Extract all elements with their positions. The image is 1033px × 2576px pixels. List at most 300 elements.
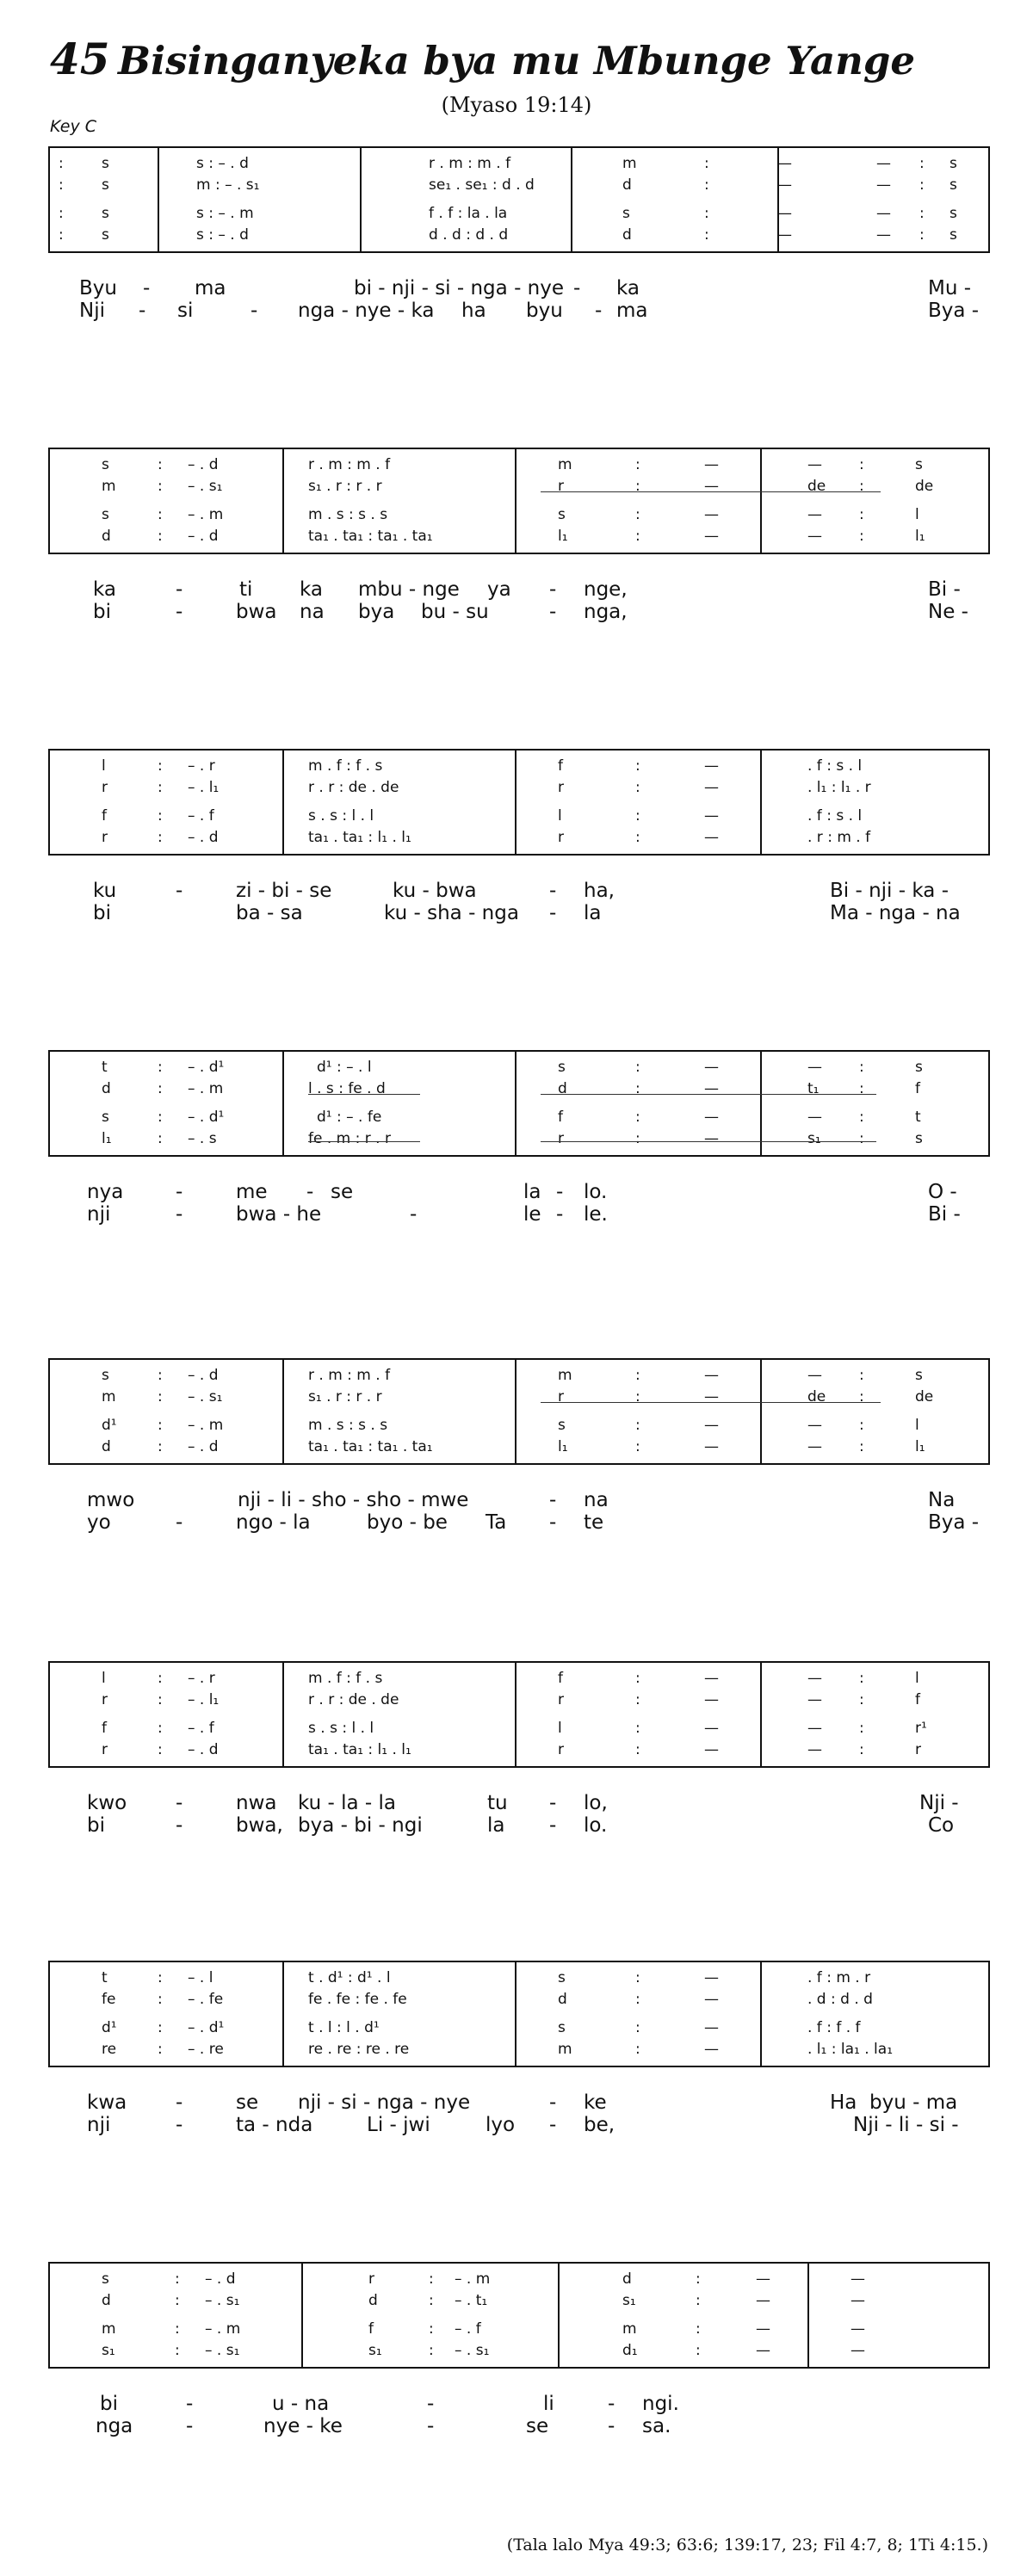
solfa-note: :: [59, 226, 64, 244]
solfa-note: – . s₁: [205, 2292, 240, 2309]
solfa-note: :: [704, 176, 709, 194]
solfa-note: :: [859, 1080, 864, 1097]
solfa-note: r: [102, 779, 108, 796]
lyric-syllable: bi: [87, 1814, 105, 1837]
solfa-note: —: [777, 155, 792, 172]
solfa-note: t . d¹ : d¹ . l: [308, 1969, 391, 1986]
lyric-syllable: ta - nda: [236, 2114, 313, 2136]
lyric-syllable: se: [331, 1181, 354, 1203]
solfa-note: :: [635, 1720, 640, 1737]
solfa-note: :: [158, 2019, 163, 2036]
solfa-note: . l₁ : la₁ . la₁: [807, 2041, 894, 2058]
slur-line: [541, 1141, 876, 1142]
solfa-note: . f : m . r: [807, 1969, 871, 1986]
lyric-syllable: ngo - la: [236, 1511, 311, 1534]
solfa-note: . f : f . f: [807, 2019, 861, 2036]
lyric-syllable: ma: [616, 300, 648, 322]
lyric-syllable: mbu - nge: [358, 578, 460, 601]
solfa-note: —: [807, 1670, 822, 1687]
lyric-syllable: -: [549, 880, 557, 902]
lyric-syllable: nga - nye - ka: [298, 300, 435, 322]
solfa-note: :: [175, 2342, 180, 2359]
solfa-note: —: [704, 829, 719, 846]
solfa-note: :: [696, 2292, 701, 2309]
solfa-note: :: [859, 506, 864, 523]
lyric-syllable: ti: [239, 578, 253, 601]
solfa-note: —: [704, 1741, 719, 1758]
solfa-note: – . d¹: [188, 2019, 225, 2036]
solfa-note: —: [704, 1670, 719, 1687]
solfa-note: re . re : re . re: [308, 2041, 410, 2058]
lyric-syllable: yo: [87, 1511, 111, 1534]
solfa-note: s: [102, 155, 109, 172]
solfa-note: :: [158, 757, 163, 775]
solfa-note: :: [859, 1059, 864, 1076]
lyric-syllable: nji: [87, 2114, 111, 2136]
barline: [515, 751, 516, 854]
solfa-note: —: [756, 2270, 770, 2288]
lyric-syllable: Bya -: [928, 1511, 980, 1534]
solfa-note: :: [635, 1991, 640, 2008]
barline: [515, 1360, 516, 1463]
slur-line: [541, 491, 881, 492]
lyric-syllable: Na: [928, 1489, 956, 1511]
solfa-note: :: [859, 1417, 864, 1434]
solfa-note: s: [915, 1367, 923, 1384]
solfa-note: – . d: [188, 528, 219, 545]
solfa-box: [48, 448, 990, 554]
solfa-note: :: [635, 528, 640, 545]
lyric-syllable: byo - be: [367, 1511, 448, 1534]
lyric-syllable: Nji - li - si -: [853, 2114, 959, 2136]
solfa-note: s: [102, 1367, 109, 1384]
solfa-note: :: [859, 528, 864, 545]
solfa-note: :: [158, 456, 163, 473]
solfa-note: :: [635, 2041, 640, 2058]
solfa-note: d: [102, 528, 111, 545]
solfa-note: :: [158, 807, 163, 825]
solfa-note: :: [175, 2270, 180, 2288]
solfa-note: – . d: [188, 829, 219, 846]
solfa-note: :: [158, 829, 163, 846]
lyric-syllable: sa.: [642, 2415, 671, 2437]
solfa-note: s: [558, 506, 566, 523]
solfa-note: l: [558, 807, 562, 825]
solfa-note: :: [158, 1691, 163, 1708]
solfa-note: f: [558, 1670, 563, 1687]
solfa-note: – . l: [188, 1969, 213, 1986]
lyric-syllable: Ta: [486, 1511, 507, 1534]
lyric-syllable: lo,: [584, 1792, 608, 1814]
lyric-syllable: me: [236, 1181, 268, 1203]
solfa-note: :: [158, 1080, 163, 1097]
solfa-note: :: [859, 478, 864, 495]
lyric-syllable: nwa: [236, 1792, 277, 1814]
solfa-note: —: [756, 2320, 770, 2338]
solfa-note: . d : d . d: [807, 1991, 873, 2008]
lyric-syllable: nji - li - sho - sho - mwe: [238, 1489, 469, 1511]
solfa-note: d¹ : – . l: [317, 1059, 372, 1076]
solfa-note: – . l₁: [188, 1691, 220, 1708]
solfa-note: s: [949, 155, 957, 172]
solfa-note: :: [859, 1367, 864, 1384]
solfa-note: l . s : fe . d: [308, 1080, 386, 1097]
lyric-syllable: ke: [584, 2091, 607, 2114]
solfa-note: :: [158, 1991, 163, 2008]
lyric-syllable: nji: [87, 1203, 111, 1226]
lyric-syllable: nji - si - nga - nye: [298, 2091, 471, 2114]
solfa-note: s₁: [807, 1130, 821, 1147]
solfa-box: [48, 1961, 990, 2067]
solfa-note: —: [807, 1438, 822, 1455]
solfa-note: :: [635, 506, 640, 523]
hymn-title: Bisinganyeka bya mu Mbunge Yange: [118, 38, 915, 83]
lyric-syllable: byu: [526, 300, 563, 322]
barline: [158, 148, 159, 251]
solfa-note: – . d¹: [188, 1059, 225, 1076]
lyric-syllable: ku: [93, 880, 117, 902]
barline: [515, 1663, 516, 1766]
lyric-syllable: nya: [87, 1181, 124, 1203]
solfa-note: —: [704, 1130, 719, 1147]
solfa-note: —: [756, 2342, 770, 2359]
solfa-note: r . m : m . f: [308, 1367, 391, 1384]
solfa-note: —: [704, 478, 719, 495]
lyric-syllable: -: [139, 300, 146, 322]
solfa-note: d: [622, 2270, 632, 2288]
lyric-syllable: tu: [487, 1792, 508, 1814]
lyric-syllable: bi - nji - si - nga - nye: [354, 277, 565, 300]
lyric-syllable: se: [526, 2415, 549, 2437]
solfa-note: :: [704, 155, 709, 172]
solfa-note: se₁ . se₁ : d . d: [429, 176, 535, 194]
solfa-note: t₁: [807, 1080, 820, 1097]
solfa-note: – . s₁: [188, 1388, 223, 1405]
solfa-note: —: [704, 2019, 719, 2036]
solfa-note: r¹: [915, 1720, 927, 1737]
solfa-note: s: [949, 205, 957, 222]
lyric-syllable: -: [143, 277, 151, 300]
solfa-note: . f : s . l: [807, 807, 863, 825]
solfa-note: m . s : s . s: [308, 506, 388, 523]
barline: [760, 1663, 762, 1766]
barline: [282, 449, 284, 553]
solfa-note: —: [777, 176, 792, 194]
solfa-note: . f : s . l: [807, 757, 863, 775]
lyric-syllable: ka: [300, 578, 324, 601]
solfa-note: :: [635, 807, 640, 825]
solfa-note: ta₁ . ta₁ : l₁ . l₁: [308, 1741, 411, 1758]
solfa-note: :: [175, 2320, 180, 2338]
solfa-note: s: [558, 2019, 566, 2036]
solfa-note: . r : m . f: [807, 829, 871, 846]
solfa-box: [48, 1661, 990, 1768]
solfa-note: :: [635, 1367, 640, 1384]
lyric-syllable: ha: [461, 300, 486, 322]
solfa-note: —: [704, 1991, 719, 2008]
barline: [515, 1052, 516, 1155]
solfa-note: —: [876, 155, 891, 172]
lyric-syllable: la: [584, 902, 602, 924]
solfa-note: :: [158, 506, 163, 523]
barline: [571, 148, 572, 251]
solfa-note: :: [635, 829, 640, 846]
solfa-note: :: [635, 1969, 640, 1986]
solfa-note: s: [915, 1130, 923, 1147]
barline: [282, 1962, 284, 2066]
solfa-note: – . l₁: [188, 779, 220, 796]
barline: [760, 449, 762, 553]
lyric-syllable: -: [595, 300, 603, 322]
solfa-note: m: [558, 456, 572, 473]
solfa-note: :: [158, 779, 163, 796]
lyric-syllable: -: [549, 1792, 557, 1814]
lyric-syllable: -: [176, 2114, 183, 2136]
solfa-note: s: [102, 226, 109, 244]
solfa-note: —: [807, 506, 822, 523]
solfa-note: —: [704, 807, 719, 825]
lyric-syllable: Bi -: [928, 578, 961, 601]
lyric-syllable: Bya -: [928, 300, 980, 322]
solfa-note: :: [635, 1741, 640, 1758]
lyric-syllable: bi: [93, 902, 111, 924]
solfa-note: l₁: [558, 1438, 568, 1455]
lyric-syllable: -: [410, 1203, 418, 1226]
solfa-note: —: [704, 1969, 719, 1986]
solfa-note: —: [704, 1417, 719, 1434]
slur-line: [308, 1141, 420, 1142]
solfa-note: l₁: [102, 1130, 112, 1147]
solfa-note: f: [102, 1720, 107, 1737]
lyric-syllable: bwa - he: [236, 1203, 322, 1226]
solfa-note: :: [59, 155, 64, 172]
solfa-note: re: [102, 2041, 117, 2058]
solfa-note: s: [558, 1969, 566, 1986]
lyric-syllable: la: [487, 1814, 505, 1837]
solfa-note: :: [696, 2320, 701, 2338]
solfa-note: :: [635, 2019, 640, 2036]
solfa-note: :: [635, 1130, 640, 1147]
solfa-note: —: [704, 1438, 719, 1455]
solfa-note: – . fe: [188, 1991, 224, 2008]
lyric-syllable: -: [176, 601, 183, 623]
solfa-note: m . s : s . s: [308, 1417, 388, 1434]
lyric-syllable: -: [176, 880, 183, 902]
solfa-note: s: [102, 176, 109, 194]
solfa-note: – . m: [188, 1080, 224, 1097]
solfa-note: —: [851, 2320, 865, 2338]
lyric-syllable: -: [549, 902, 557, 924]
solfa-note: :: [158, 1670, 163, 1687]
solfa-note: :: [158, 528, 163, 545]
solfa-note: —: [807, 1691, 822, 1708]
solfa-note: :: [859, 1670, 864, 1687]
lyric-syllable: -: [427, 2393, 435, 2415]
lyric-syllable: -: [549, 1511, 557, 1534]
solfa-note: m: [102, 1388, 116, 1405]
solfa-note: ta₁ . ta₁ : ta₁ . ta₁: [308, 1438, 433, 1455]
solfa-note: r . r : de . de: [308, 779, 399, 796]
solfa-note: l: [102, 1670, 106, 1687]
solfa-note: —: [704, 1367, 719, 1384]
solfa-note: —: [777, 226, 792, 244]
solfa-note: :: [158, 1417, 163, 1434]
solfa-note: l: [915, 1417, 919, 1434]
solfa-note: :: [158, 478, 163, 495]
solfa-note: —: [851, 2270, 865, 2288]
solfa-note: :: [919, 205, 925, 222]
solfa-note: r: [102, 1691, 108, 1708]
lyric-syllable: -: [549, 578, 557, 601]
solfa-box: [48, 749, 990, 856]
solfa-note: – . t₁: [455, 2292, 488, 2309]
solfa-note: :: [429, 2292, 434, 2309]
lyric-syllable: Ma - nga - na: [830, 902, 961, 924]
solfa-note: :: [635, 1388, 640, 1405]
solfa-note: :: [859, 1388, 864, 1405]
lyric-syllable: -: [573, 277, 581, 300]
solfa-note: de: [915, 1388, 934, 1405]
solfa-note: m . f : f . s: [308, 1670, 383, 1687]
lyric-syllable: nye - ke: [263, 2415, 343, 2437]
solfa-note: m: [558, 2041, 572, 2058]
solfa-note: :: [59, 205, 64, 222]
solfa-note: d: [558, 1080, 567, 1097]
solfa-note: —: [807, 1741, 822, 1758]
solfa-note: —: [704, 779, 719, 796]
lyric-syllable: Mu -: [928, 277, 972, 300]
lyric-syllable: -: [549, 2091, 557, 2114]
solfa-note: – . f: [188, 1720, 214, 1737]
solfa-note: s: [558, 1059, 566, 1076]
lyric-syllable: Ne -: [928, 601, 968, 623]
solfa-note: :: [859, 1130, 864, 1147]
solfa-note: :: [635, 1080, 640, 1097]
solfa-note: s: [949, 226, 957, 244]
lyric-syllable: mwo: [87, 1489, 135, 1511]
solfa-note: —: [704, 1720, 719, 1737]
solfa-note: :: [158, 1969, 163, 1986]
solfa-note: r: [558, 478, 564, 495]
solfa-note: r: [558, 1741, 564, 1758]
solfa-note: :: [919, 155, 925, 172]
solfa-note: m: [622, 155, 637, 172]
solfa-box: [48, 2262, 990, 2369]
solfa-note: s: [949, 176, 957, 194]
lyric-syllable: -: [176, 1814, 183, 1837]
solfa-note: —: [876, 226, 891, 244]
solfa-note: f . f : la . la: [429, 205, 508, 222]
lyric-syllable: lyo: [486, 2114, 516, 2136]
solfa-note: :: [158, 1438, 163, 1455]
solfa-note: r: [558, 1388, 564, 1405]
lyric-syllable: ha,: [584, 880, 615, 902]
solfa-note: —: [807, 1059, 822, 1076]
lyric-syllable: kwo: [87, 1792, 127, 1814]
lyric-syllable: Byu: [79, 277, 117, 300]
lyric-syllable: bwa,: [236, 1814, 283, 1837]
solfa-note: l: [915, 1670, 919, 1687]
lyric-syllable: bi: [93, 601, 111, 623]
solfa-note: f: [558, 757, 563, 775]
solfa-note: t: [102, 1059, 108, 1076]
lyric-syllable: -: [556, 1203, 564, 1226]
scripture-reference: (Myaso 19:14): [441, 93, 592, 117]
solfa-note: l₁: [558, 528, 568, 545]
solfa-note: m: [102, 478, 116, 495]
solfa-note: —: [704, 1691, 719, 1708]
solfa-note: s: [102, 506, 109, 523]
solfa-note: s : – . m: [196, 205, 254, 222]
solfa-note: r . m : m . f: [429, 155, 511, 172]
solfa-note: d¹ : – . fe: [317, 1109, 382, 1126]
solfa-note: . l₁ : l₁ . r: [807, 779, 871, 796]
solfa-note: —: [777, 205, 792, 222]
solfa-note: —: [807, 528, 822, 545]
key-signature: Key C: [50, 117, 97, 136]
solfa-note: :: [635, 757, 640, 775]
solfa-note: —: [704, 2041, 719, 2058]
solfa-note: —: [807, 1720, 822, 1737]
solfa-note: – . s₁: [188, 478, 223, 495]
solfa-note: m: [102, 2320, 116, 2338]
solfa-note: – . d: [188, 456, 219, 473]
lyric-syllable: si: [177, 300, 194, 322]
solfa-note: s₁: [622, 2292, 636, 2309]
solfa-note: :: [175, 2292, 180, 2309]
solfa-note: r: [558, 829, 564, 846]
barline: [515, 1962, 516, 2066]
lyric-syllable: -: [186, 2393, 194, 2415]
lyric-syllable: nge,: [584, 578, 628, 601]
solfa-note: :: [635, 478, 640, 495]
lyric-syllable: -: [176, 1511, 183, 1534]
solfa-note: :: [635, 779, 640, 796]
solfa-note: r: [558, 1130, 564, 1147]
lyric-syllable: te: [584, 1511, 604, 1534]
solfa-note: :: [635, 1670, 640, 1687]
solfa-note: s₁ . r : r . r: [308, 1388, 382, 1405]
solfa-note: l₁: [915, 1438, 925, 1455]
lyric-syllable: -: [608, 2393, 615, 2415]
solfa-note: m: [558, 1367, 572, 1384]
lyric-syllable: u - na: [272, 2393, 330, 2415]
solfa-note: :: [158, 1109, 163, 1126]
solfa-note: t: [102, 1969, 108, 1986]
solfa-note: :: [429, 2342, 434, 2359]
solfa-note: r . m : m . f: [308, 456, 391, 473]
lyric-syllable: kwa: [87, 2091, 127, 2114]
solfa-note: d . d : d . d: [429, 226, 509, 244]
barline: [760, 1052, 762, 1155]
solfa-note: r: [558, 1691, 564, 1708]
lyric-syllable: ba - sa: [236, 902, 303, 924]
lyric-syllable: le: [523, 1203, 541, 1226]
solfa-note: l: [558, 1720, 562, 1737]
solfa-note: —: [704, 528, 719, 545]
solfa-note: – . s₁: [205, 2342, 240, 2359]
solfa-note: – . d: [188, 1741, 219, 1758]
lyric-syllable: -: [427, 2415, 435, 2437]
barline: [282, 1052, 284, 1155]
lyric-syllable: ma: [195, 277, 226, 300]
barline: [301, 2264, 303, 2367]
slur-line: [308, 1094, 420, 1095]
solfa-note: :: [919, 226, 925, 244]
solfa-note: —: [704, 1080, 719, 1097]
barline: [282, 1360, 284, 1463]
solfa-note: r: [368, 2270, 374, 2288]
